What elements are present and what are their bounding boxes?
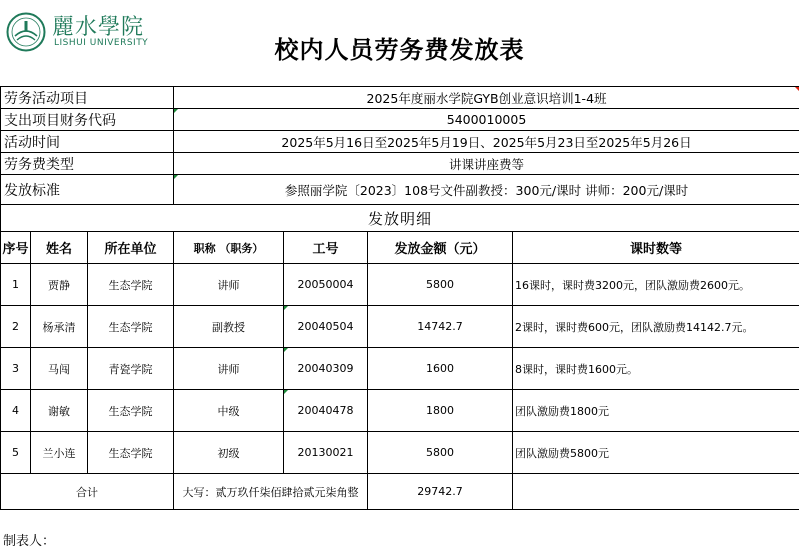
row-amount: 1600 <box>368 348 513 390</box>
column-header-row <box>1 232 799 264</box>
info-label: 发放标准 <box>1 175 174 205</box>
info-label: 劳务费类型 <box>1 153 174 175</box>
info-row-fee-type <box>1 153 799 175</box>
row-amount: 14742.7 <box>368 306 513 348</box>
table-row <box>1 390 799 432</box>
total-label: 合计 <box>1 474 174 510</box>
row-staff-id: 20050004 <box>284 264 368 306</box>
column-header: 姓名 <box>31 232 88 264</box>
row-title: 初级 <box>174 432 284 474</box>
row-note: 团队激励费5800元 <box>513 432 799 474</box>
row-name: 杨承清 <box>31 306 88 348</box>
total-row <box>1 474 799 510</box>
info-row-finance-code <box>1 109 799 131</box>
row-unit: 生态学院 <box>88 264 174 306</box>
table-row <box>1 348 799 390</box>
info-value: 讲课讲座费等 <box>174 153 799 175</box>
row-unit: 生态学院 <box>88 390 174 432</box>
total-amount: 29742.7 <box>368 474 513 510</box>
row-title: 副教授 <box>174 306 284 348</box>
info-label: 活动时间 <box>1 131 174 153</box>
row-note: 16课时，课时费3200元，团队激励费2600元。 <box>513 264 799 306</box>
row-amount: 5800 <box>368 432 513 474</box>
total-note-empty <box>513 474 799 510</box>
row-staff-id: 20040478 <box>284 390 368 432</box>
row-number: 1 <box>1 264 31 306</box>
column-header: 职称 （职务） <box>174 232 284 264</box>
info-value: 5400010005 <box>174 109 799 131</box>
document-header <box>0 0 799 86</box>
row-number: 4 <box>1 390 31 432</box>
info-row-standard <box>1 175 799 205</box>
info-row-activity-time <box>1 131 799 153</box>
row-number: 5 <box>1 432 31 474</box>
row-title: 中级 <box>174 390 284 432</box>
table-row <box>1 306 799 348</box>
total-capital: 大写：贰万玖仟柒佰肆拾贰元柒角整 <box>174 474 368 510</box>
row-unit: 青瓷学院 <box>88 348 174 390</box>
university-name-cn: 麗水學院 <box>52 15 145 40</box>
info-label: 支出项目财务代码 <box>1 109 174 131</box>
table-maker: 制表人： <box>3 534 56 549</box>
row-amount: 5800 <box>368 264 513 306</box>
info-value: 参照丽学院〔2023〕108号文件副教授：300元/课时 讲师：200元/课时 <box>174 175 799 205</box>
row-staff-id: 20130021 <box>284 432 368 474</box>
row-unit: 生态学院 <box>88 306 174 348</box>
row-staff-id: 20040504 <box>284 306 368 348</box>
info-value: 2025年5月16日至2025年5月19日、2025年5月23日至2025年5月26日 <box>174 131 799 153</box>
column-header: 序号 <box>1 232 31 264</box>
info-value: 2025年度丽水学院GYB创业意识培训1-4班 <box>174 87 799 109</box>
row-unit: 生态学院 <box>88 432 174 474</box>
row-name: 兰小连 <box>31 432 88 474</box>
row-amount: 1800 <box>368 390 513 432</box>
table-row <box>1 432 799 474</box>
row-number: 2 <box>1 306 31 348</box>
column-header: 发放金额（元） <box>368 232 513 264</box>
section-row <box>1 205 799 232</box>
row-note: 团队激励费1800元 <box>513 390 799 432</box>
row-number: 3 <box>1 348 31 390</box>
row-staff-id: 20040309 <box>284 348 368 390</box>
column-header: 工号 <box>284 232 368 264</box>
row-title: 讲师 <box>174 348 284 390</box>
row-name: 贾静 <box>31 264 88 306</box>
row-note: 8课时，课时费1600元。 <box>513 348 799 390</box>
payment-table <box>0 86 799 510</box>
column-header: 所在单位 <box>88 232 174 264</box>
row-name: 马闯 <box>31 348 88 390</box>
column-header: 课时数等 <box>513 232 799 264</box>
university-name-en: LISHUI UNIVERSITY <box>54 38 149 48</box>
row-note: 2课时，课时费600元，团队激励费14142.7元。 <box>513 306 799 348</box>
page-title: 校内人员劳务费发放表 <box>274 36 525 64</box>
row-title: 讲师 <box>174 264 284 306</box>
info-row-project <box>1 87 799 109</box>
section-title: 发放明细 <box>1 205 799 232</box>
table-row <box>1 264 799 306</box>
info-label: 劳务活动项目 <box>1 87 174 109</box>
row-name: 谢敏 <box>31 390 88 432</box>
